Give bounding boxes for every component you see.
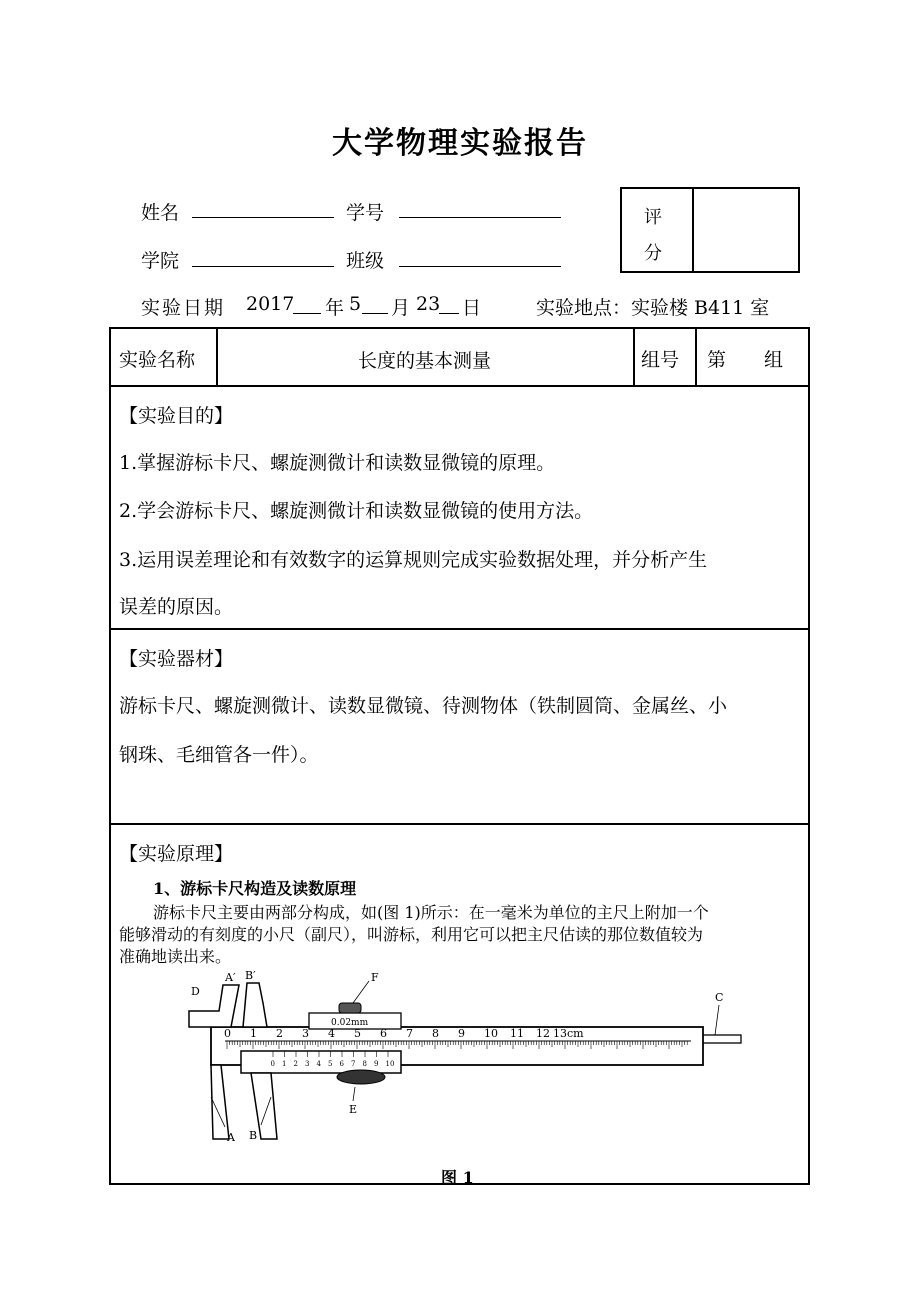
row-divider-3 [111, 823, 808, 825]
vernier-label-8: 8 [362, 1060, 367, 1068]
score-label-char-2: 分 [644, 243, 662, 264]
label-b: B [249, 1129, 258, 1142]
figure-caption: 图 1 [441, 1168, 474, 1187]
main-scale-label-10: 10 [484, 1027, 498, 1040]
precision-label: 0.02mm [331, 1018, 369, 1028]
label-f: F [371, 971, 379, 984]
callout-e-line [353, 1087, 355, 1101]
class-label: 班级 [346, 250, 385, 272]
purpose-item-2: 2.学会游标卡尺、螺旋测微计和读数显微镜的使用方法。 [119, 500, 594, 522]
vernier-label-1: 1 [282, 1060, 287, 1068]
date-month-underline [362, 313, 388, 314]
thumb-wheel [337, 1070, 385, 1084]
date-label: 实验日期 [141, 297, 226, 319]
date-month: 5 [349, 293, 362, 315]
date-day: 23 [416, 293, 441, 315]
sliding-upper-jaw [243, 983, 267, 1027]
vernier-label-0: 0 [270, 1060, 275, 1068]
group-value: 第 组 [707, 349, 784, 371]
purpose-item-3-line-1: 3.运用误差理论和有效数字的运算规则完成实验数据处理，并分析产生 [119, 549, 708, 571]
row-divider-2 [111, 628, 808, 630]
college-label: 学院 [141, 250, 180, 272]
student-id-label: 学号 [346, 202, 385, 224]
name-label: 姓名 [141, 202, 180, 224]
date-year-unit: 年 [325, 297, 345, 319]
main-scale-label-1: 1 [250, 1027, 257, 1040]
label-c: C [715, 991, 724, 1004]
col-divider-3 [695, 329, 697, 385]
principle-text-line-3: 准确地读出来。 [119, 947, 232, 966]
vernier-label-6: 6 [339, 1060, 344, 1068]
row-divider-1 [111, 385, 808, 387]
report-table [109, 327, 810, 1185]
date-year-underline [293, 313, 321, 314]
purpose-heading: 【实验目的】 [119, 405, 234, 427]
purpose-item-1: 1.掌握游标卡尺、螺旋测微计和读数显微镜的原理。 [119, 452, 556, 474]
label-b-prime: B′ [245, 969, 256, 982]
vernier-label-2: 2 [293, 1060, 298, 1068]
student-id-field[interactable] [399, 217, 561, 218]
principle-heading: 【实验原理】 [119, 843, 234, 865]
callout-c-line [715, 1005, 719, 1035]
group-label: 组号 [641, 349, 680, 371]
main-scale-label-3: 3 [302, 1027, 309, 1040]
depth-rod [701, 1035, 741, 1043]
principle-text-line-1: 游标卡尺主要由两部分构成，如(图 1)所示：在一毫米为单位的主尺上附加一个 [153, 903, 709, 922]
main-scale-unit-label: 13cm [553, 1027, 584, 1040]
main-scale-label-9: 9 [458, 1027, 465, 1040]
vernier-label-9: 9 [374, 1060, 379, 1068]
main-scale-label-4: 4 [328, 1027, 335, 1040]
vernier-label-3: 3 [305, 1060, 310, 1068]
label-a-prime: A′ [225, 971, 236, 984]
score-box [620, 187, 800, 273]
vernier-label-4: 4 [316, 1060, 321, 1068]
callout-f-line [353, 981, 369, 1003]
locking-screw [339, 1003, 361, 1013]
label-a: A [227, 1131, 235, 1144]
date-day-unit: 日 [462, 297, 482, 319]
col-divider-2 [633, 329, 635, 385]
date-month-unit: 月 [391, 297, 411, 319]
label-d: D [191, 985, 200, 998]
vernier-label-10: 10 [385, 1060, 395, 1068]
score-label-char-1: 评 [644, 207, 662, 228]
main-scale-label-12: 12 [536, 1027, 550, 1040]
name-field[interactable] [192, 217, 334, 218]
main-scale-label-6: 6 [380, 1027, 387, 1040]
experiment-name-label: 实验名称 [119, 349, 196, 371]
vernier-label-7: 7 [351, 1060, 356, 1068]
page-title: 大学物理实验报告 [332, 126, 588, 161]
principle-text-line-2: 能够滑动的有刻度的小尺（副尺），叫游标，利用它可以把主尺估读的那位数值较为 [119, 925, 704, 944]
date-day-underline [439, 313, 459, 314]
label-e: E [349, 1103, 358, 1116]
experiment-name-value: 长度的基本测量 [357, 350, 491, 372]
date-year: 2017 [246, 293, 295, 315]
main-scale-label-11: 11 [510, 1027, 524, 1040]
vernier-label-5: 5 [328, 1060, 333, 1068]
college-field[interactable] [192, 266, 334, 267]
vernier-caliper-figure [181, 969, 751, 1159]
equipment-line-2: 钢珠、毛细管各一件）。 [119, 744, 319, 766]
score-divider [692, 189, 694, 271]
equipment-line-1: 游标卡尺、螺旋测微计、读数显微镜、待测物体（铁制圆筒、金属丝、小 [119, 695, 728, 717]
purpose-item-3-line-2: 误差的原因。 [119, 596, 234, 618]
main-scale-label-5: 5 [354, 1027, 361, 1040]
location-text: 实验地点：实验楼 B411 室 [536, 297, 770, 319]
main-scale-label-2: 2 [276, 1027, 283, 1040]
main-scale-label-8: 8 [432, 1027, 439, 1040]
principle-subheading-1: 1、游标卡尺构造及读数原理 [153, 879, 357, 898]
main-scale-label-7: 7 [406, 1027, 413, 1040]
main-scale-label-0: 0 [224, 1027, 231, 1040]
class-field[interactable] [399, 266, 561, 267]
equipment-heading: 【实验器材】 [119, 648, 234, 670]
